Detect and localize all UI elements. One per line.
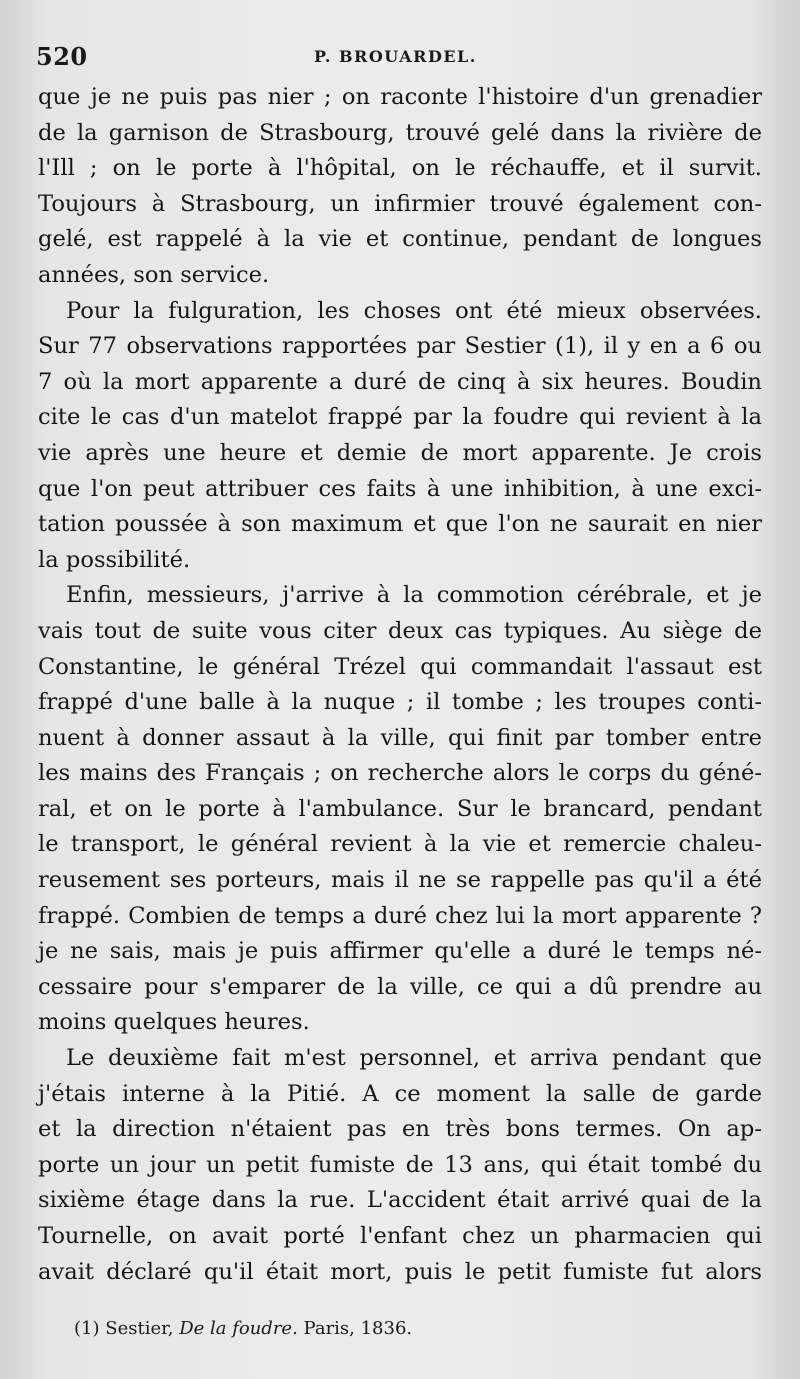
text-line: tation poussée à son maximum et que l'on ne saurait en nier (38, 511, 762, 538)
text-line: cessaire pour s'emparer de la ville, ce qui a dû prendre au (38, 973, 762, 1000)
text-line: années, son service. (38, 261, 270, 288)
text-line: Enfin, messieurs, j'arrive à la commotion cérébrale, et je (66, 582, 762, 609)
text-line: frappé d'une balle à la nuque ; il tombe ; les troupes conti- (38, 689, 762, 716)
text-line: Toujours à Strasbourg, un infirmier trouvé également con- (38, 190, 762, 217)
text-line: que l'on peut attribuer ces faits à une inhibition, à une exci- (38, 475, 762, 502)
footnote (74, 1318, 412, 1339)
text-line: de la garnison de Strasbourg, trouvé gelé dans la rivière de (38, 119, 762, 146)
text-line: et la direction n'étaient pas en très bons termes. On ap- (38, 1116, 762, 1143)
text-line: 7 où la mort apparente a duré de cinq à six heures. Boudin (38, 368, 762, 395)
text-line: les mains des Français ; on recherche alors le corps du géné- (38, 760, 762, 787)
footnote-author: Sestier, (105, 1318, 174, 1339)
text-line: que je ne puis pas nier ; on raconte l'histoire d'un grenadier (38, 84, 762, 110)
footnote-place-date: Paris, 1836. (303, 1318, 413, 1339)
text-line: Constantine, le général Trézel qui commandait l'assaut est (38, 653, 762, 680)
running-head: P. BROUARDEL. (314, 47, 477, 66)
paragraph-2 (38, 294, 762, 579)
text-line: Pour la fulguration, les choses ont été mieux observées. (66, 297, 762, 324)
text-line: j'étais interne à la Pitié. A ce moment la salle de garde (38, 1080, 762, 1107)
body-text (38, 80, 762, 1290)
text-line: je ne sais, mais je puis affirmer qu'elle a duré le temps né- (38, 938, 762, 965)
text-line: Tournelle, on avait porté l'enfant chez un pharmacien qui (38, 1223, 762, 1249)
text-line: vie après une heure et demie de mort apparente. Je crois (38, 439, 762, 466)
text-line: Le deuxième fait m'est personnel, et arriva pendant que (66, 1045, 762, 1072)
text-line: nuent à donner assaut à la ville, qui finit par tomber entre (38, 724, 762, 751)
text-line: avait déclaré qu'il était mort, puis le petit fumiste fut alors (38, 1258, 762, 1285)
page-header (36, 38, 756, 78)
text-line: porte un jour un petit fumiste de 13 ans, qui était tombé du (38, 1151, 762, 1178)
text-line: gelé, est rappelé à la vie et continue, pendant de longues (38, 226, 762, 253)
text-line: la possibilité. (38, 546, 191, 573)
text-line: cite le cas d'un matelot frappé par la foudre qui revient à la (38, 404, 762, 431)
text-line: Sur 77 observations rapportées par Sestier (1), il y en a 6 ou (38, 333, 762, 360)
paragraph-4 (38, 1041, 762, 1290)
page-number: 520 (36, 42, 88, 71)
paragraph-1 (38, 80, 762, 294)
text-line: ral, et on le porte à l'ambulance. Sur le brancard, pendant (38, 795, 762, 822)
text-line: sixième étage dans la rue. L'accident était arrivé quai de la (38, 1187, 762, 1214)
text-line: reusement ses porteurs, mais il ne se rappelle pas qu'il a été (38, 867, 762, 894)
text-line: frappé. Combien de temps a duré chez lui la mort apparente ? (38, 902, 762, 929)
footnote-marker: (1) (74, 1318, 100, 1339)
text-line: vais tout de suite vous citer deux cas typiques. Au siège de (38, 617, 762, 644)
text-line: l'Ill ; on le porte à l'hôpital, on le réchauffe, et il survit. (38, 155, 762, 182)
text-line: le transport, le général revient à la vie et remercie chaleu- (38, 831, 762, 858)
footnote-title: De la foudre. (179, 1318, 298, 1339)
paragraph-3 (38, 578, 762, 1041)
text-line: moins quelques heures. (38, 1009, 310, 1036)
